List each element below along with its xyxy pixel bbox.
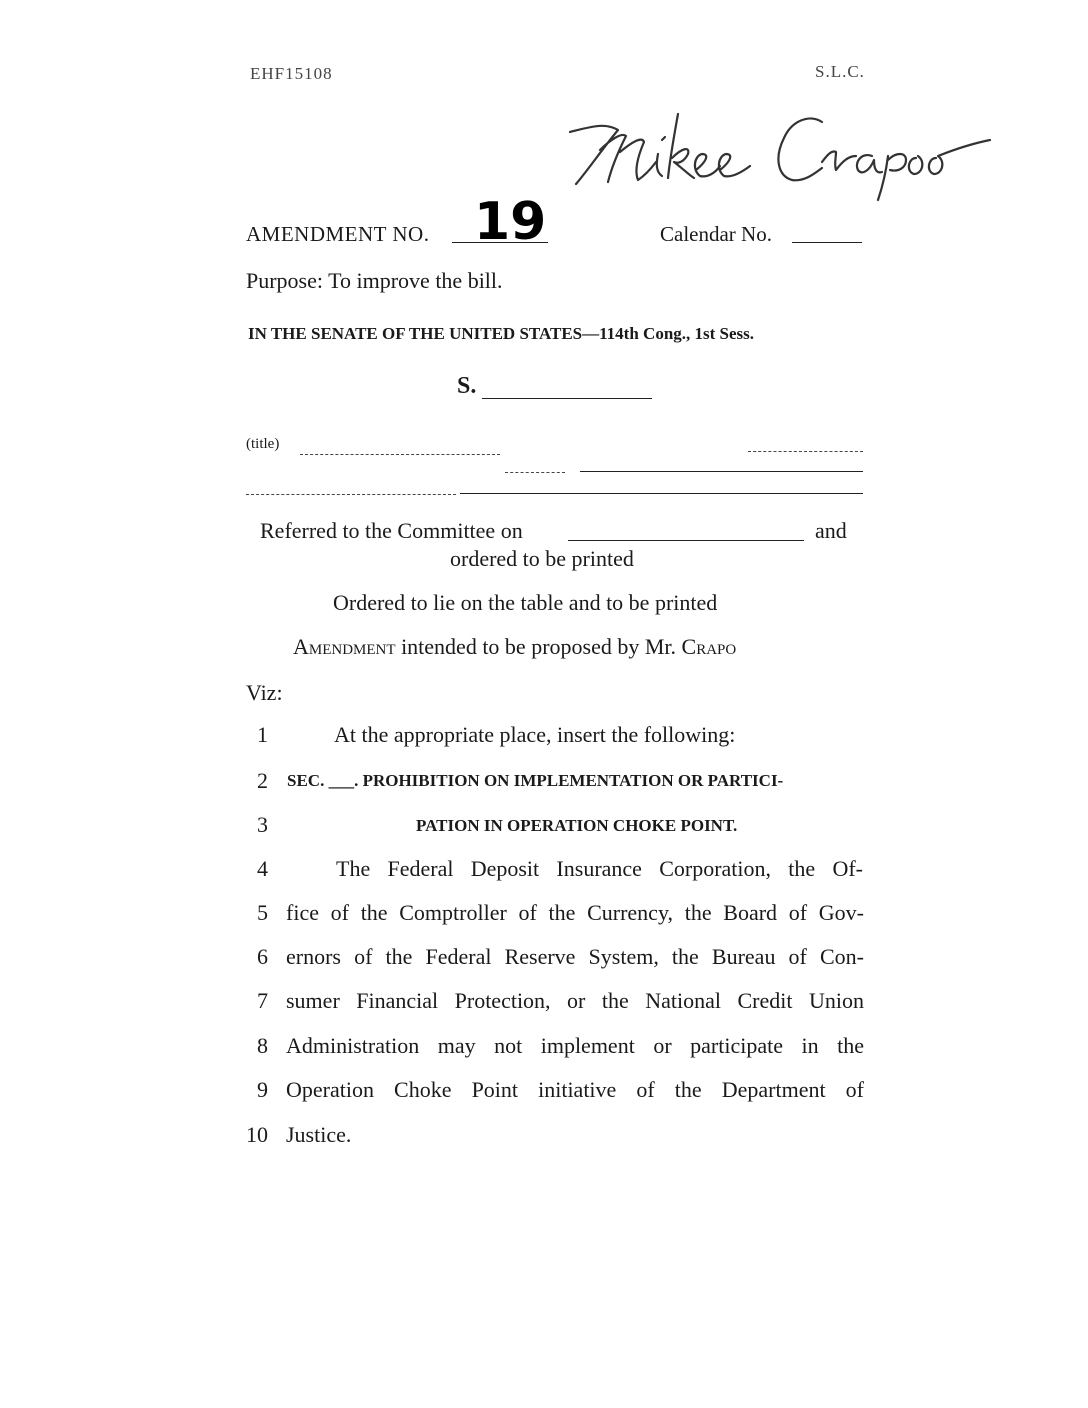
line-number: 7 — [257, 988, 268, 1013]
referred-and: and — [815, 518, 847, 543]
body-line: At the appropriate place, insert the following: — [334, 722, 736, 747]
title-blank-2b — [580, 471, 863, 472]
title-blank-2a — [505, 472, 565, 473]
referred-text: Referred to the Committee on — [260, 518, 523, 543]
senate-heading: IN THE SENATE OF THE UNITED STATES—114th Cong., 1st Sess. — [248, 324, 755, 343]
sponsor-name: Crapo — [681, 634, 737, 659]
document-code: EHF15108 — [250, 64, 333, 83]
line-number: 9 — [257, 1077, 268, 1102]
body-line: Operation Choke Point initiative of the Department of — [286, 1077, 864, 1102]
amendment-number: 19 — [474, 192, 547, 252]
slc-code: S.L.C. — [815, 62, 865, 81]
purpose: Purpose: To improve the bill. — [246, 268, 503, 293]
amendment-word: Amendment — [293, 634, 396, 659]
title-blank-1a — [300, 454, 500, 455]
line-number: 3 — [257, 812, 268, 837]
body-line: sumer Financial Protection, or the National Credit Union — [286, 988, 864, 1013]
line-number: 8 — [257, 1033, 268, 1058]
line-number: 1 — [257, 722, 268, 747]
amendment-label: AMENDMENT NO. — [246, 222, 430, 246]
title-label: (title) — [246, 436, 280, 452]
body-line: Justice. — [286, 1122, 352, 1147]
body-line: fice of the Comptroller of the Currency, the Board of Gov- — [286, 900, 864, 925]
line-number: 10 — [246, 1122, 268, 1147]
bill-number-blank — [482, 398, 652, 399]
ordered-text: Ordered to lie on the table and to be printed — [333, 590, 718, 615]
line-number: 2 — [257, 768, 268, 793]
viz-label: Viz: — [246, 680, 283, 705]
intended-middle: intended to be proposed by Mr. — [401, 634, 677, 659]
section-heading-line2: PATION IN OPERATION CHOKE POINT. — [416, 816, 738, 835]
section-heading-line1: SEC. ___. PROHIBITION ON IMPLEMENTATION OR PARTICI- — [287, 771, 784, 790]
calendar-label: Calendar No. — [660, 222, 772, 246]
line-number: 5 — [257, 900, 268, 925]
signature — [560, 92, 1000, 202]
committee-blank — [568, 540, 804, 541]
body-line: The Federal Deposit Insurance Corporation, the Of- — [336, 856, 863, 881]
title-blank-1b — [748, 451, 863, 452]
bill-prefix: S. — [457, 373, 477, 399]
calendar-number-blank — [792, 242, 862, 243]
body-line: Administration may not implement or participate in the — [286, 1033, 864, 1058]
title-blank-3a — [246, 494, 456, 495]
line-number: 6 — [257, 944, 268, 969]
intended-line — [293, 634, 736, 660]
line-number: 4 — [257, 856, 268, 881]
body-line: ernors of the Federal Reserve System, the Bureau of Con- — [286, 944, 864, 969]
title-blank-3b — [460, 493, 863, 494]
referred-line2: ordered to be printed — [450, 546, 634, 571]
